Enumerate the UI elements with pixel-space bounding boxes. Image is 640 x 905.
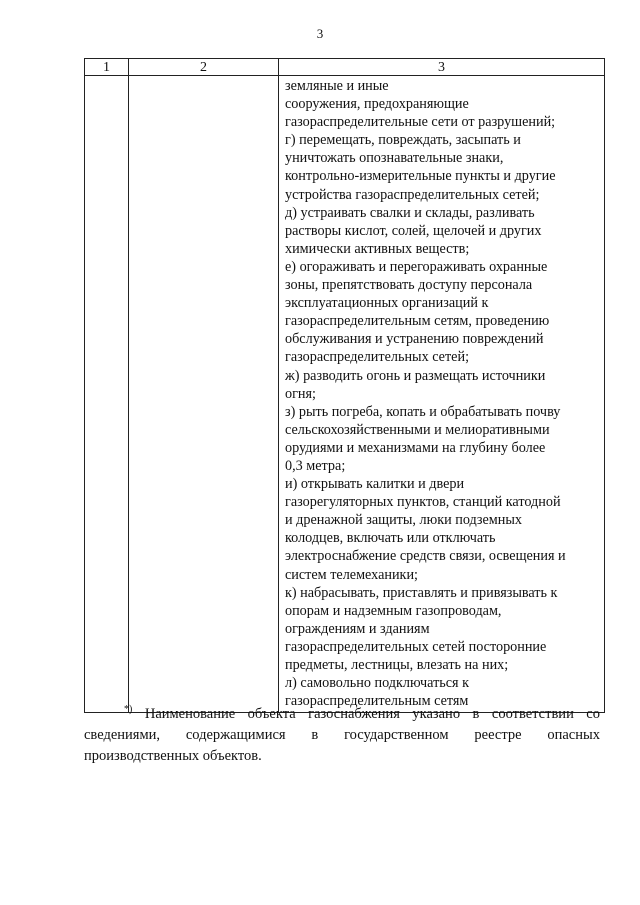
text-line: огня; (285, 385, 316, 402)
text-line: сооружения, предохраняющие (285, 96, 469, 113)
table-header-row (85, 59, 605, 76)
text-line: г) перемещать, повреждать, засыпать и (285, 132, 521, 149)
text-line: к) набрасывать, приставлять и привязывать к (285, 584, 558, 601)
text-line: д) устраивать свалки и склады, разливать (285, 204, 535, 221)
footnote-mark: *) (124, 704, 133, 716)
text-line: уничтожать опознавательные знаки, (285, 150, 504, 167)
text-line: ж) разводить огонь и размещать источники (285, 367, 546, 384)
text-line: л) самовольно подключаться к (285, 675, 470, 692)
column-3-cell (279, 76, 605, 713)
text-line: е) огораживать и перегораживать охранные (285, 258, 548, 275)
text-line: 0,3 метра; (285, 457, 346, 474)
text-line: и) открывать калитки и двери (285, 476, 465, 493)
text-line: растворы кислот, солей, щелочей и других (285, 222, 542, 239)
column-header-3: 3 (279, 59, 605, 76)
text-line: зоны, препятствовать доступу персонала (285, 277, 533, 294)
text-line: обслуживания и устранению повреждений (285, 331, 544, 348)
text-line: устройства газораспределительных сетей; (285, 186, 540, 203)
text-line: колодцев, включать или отключать (285, 530, 496, 547)
text-line: газораспределительным сетям (285, 693, 469, 710)
text-line: газораспределительных сетей посторонние (285, 638, 547, 655)
text-line: опорам и надземным газопроводам, (285, 602, 502, 619)
text-line: систем телемеханики; (285, 566, 418, 583)
column-1-cell (85, 76, 129, 713)
text-line: предметы, лестницы, влезать на них; (285, 657, 509, 673)
text-line: з) рыть погреба, копать и обрабатывать почву (285, 403, 561, 420)
footnote-line: сведениями, содержащимися в государственном реестре опасных (84, 727, 600, 743)
text-line: электроснабжение средств связи, освещения и (285, 548, 566, 565)
footnote-line: производственных объектов. (84, 748, 262, 764)
column-header-1: 1 (85, 59, 129, 76)
text-line: орудиями и механизмами на глубину более (285, 439, 546, 456)
text-line: сельскохозяйственными и мелиоративными (285, 421, 550, 438)
footnote-line (84, 704, 600, 725)
text-line: земляные и иные (285, 78, 389, 94)
footnote (84, 704, 600, 767)
text-line: эксплуатационных организаций к (285, 295, 489, 312)
text-line: газораспределительные сети от разрушений; (285, 114, 556, 131)
text-line: газорегуляторных пунктов, станций катодной (285, 494, 561, 511)
text-line: и дренажной защиты, люки подземных (285, 512, 522, 529)
column-2-cell (129, 76, 279, 713)
text-line: ограждениям и зданиям (285, 620, 430, 637)
page-number: 3 (316, 26, 324, 41)
text-line: контрольно-измерительные пункты и другие (285, 168, 556, 185)
text-line: химически активных веществ; (285, 240, 470, 257)
text-line: газораспределительным сетям, проведению (285, 313, 550, 330)
column-header-2: 2 (129, 59, 279, 76)
table-row (85, 76, 605, 713)
footnote-text: Наименование объекта газоснабжения указано в соответствии со (144, 706, 600, 722)
text-line: газораспределительных сетей; (285, 349, 470, 366)
